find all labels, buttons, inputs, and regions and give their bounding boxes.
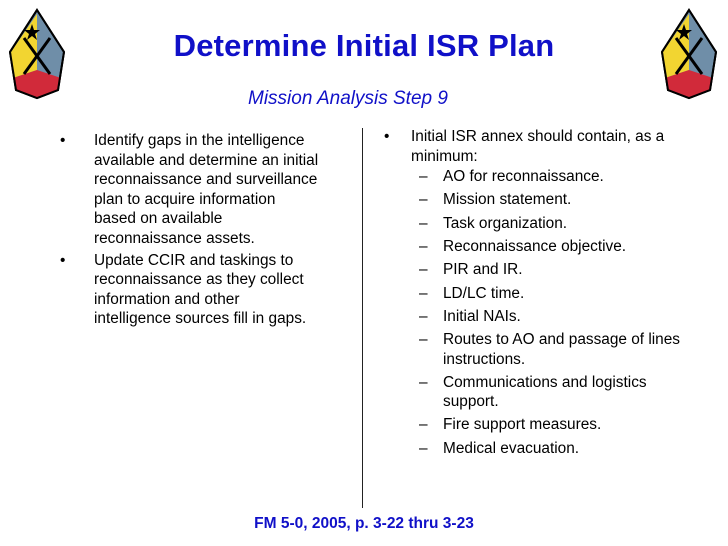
dash-marker: – [419, 238, 428, 256]
sub-list-item [419, 167, 704, 186]
slide-subtitle: Mission Analysis Step 9 [248, 88, 448, 109]
sub-item-text: AO for reconnaissance. [443, 168, 604, 186]
dash-marker: – [419, 284, 428, 302]
sub-item-text: Communications and logistics support. [443, 373, 647, 411]
footer-reference: FM 5-0, 2005, p. 3-22 thru 3-23 [254, 515, 474, 532]
bullet-item [60, 131, 320, 249]
bullet-text: Identify gaps in the intelligence available and determine an initial reconnaissance and surveillance plan to acquire information based on available reconnaissance assets. [94, 132, 319, 247]
sub-list-item [419, 190, 704, 209]
bullet-text: Update CCIR and taskings to reconnaissance as they collect information and other intelligence sources fill in gaps. [94, 251, 307, 328]
sub-list-item [419, 237, 704, 256]
right-column [384, 127, 704, 462]
bullet-marker: • [60, 132, 66, 149]
sub-item-text: Medical evacuation. [443, 439, 580, 457]
sub-item-text: Reconnaissance objective. [443, 238, 627, 256]
bullet-item [60, 251, 320, 329]
dash-marker: – [419, 307, 428, 325]
bullet-marker: • [384, 128, 390, 145]
dash-marker: – [419, 416, 428, 434]
dash-marker: – [419, 331, 428, 349]
bullet-text: Initial ISR annex should contain, as a minimum: [411, 128, 665, 165]
dash-marker: – [419, 439, 428, 457]
column-divider [362, 128, 363, 508]
slide-title: Determine Initial ISR Plan [173, 28, 555, 63]
sub-item-text: PIR and IR. [443, 261, 523, 279]
dash-marker: – [419, 373, 428, 391]
sub-item-text: Fire support measures. [443, 416, 602, 434]
bullet-marker: • [60, 251, 66, 269]
sub-list-item [419, 415, 704, 434]
dash-marker: – [419, 168, 428, 186]
sub-list-item [419, 330, 704, 369]
sub-item-text: LD/LC time. [443, 284, 525, 302]
dash-marker: – [419, 261, 428, 279]
sub-list-item [419, 373, 704, 412]
sub-item-text: Mission statement. [443, 191, 572, 209]
dash-marker: – [419, 214, 428, 232]
sub-item-text: Initial NAIs. [443, 307, 521, 325]
dash-marker: – [419, 191, 428, 209]
sub-list-item [419, 307, 704, 326]
sub-list-item [419, 439, 704, 458]
sub-list [419, 167, 704, 458]
left-column [60, 131, 320, 329]
sub-list-item [419, 284, 704, 303]
sub-item-text: Routes to AO and passage of lines instructions. [443, 331, 680, 368]
sub-list-item [419, 260, 704, 279]
sub-item-text: Task organization. [443, 214, 568, 232]
sub-list-item [419, 214, 704, 233]
bullet-item [384, 127, 704, 166]
